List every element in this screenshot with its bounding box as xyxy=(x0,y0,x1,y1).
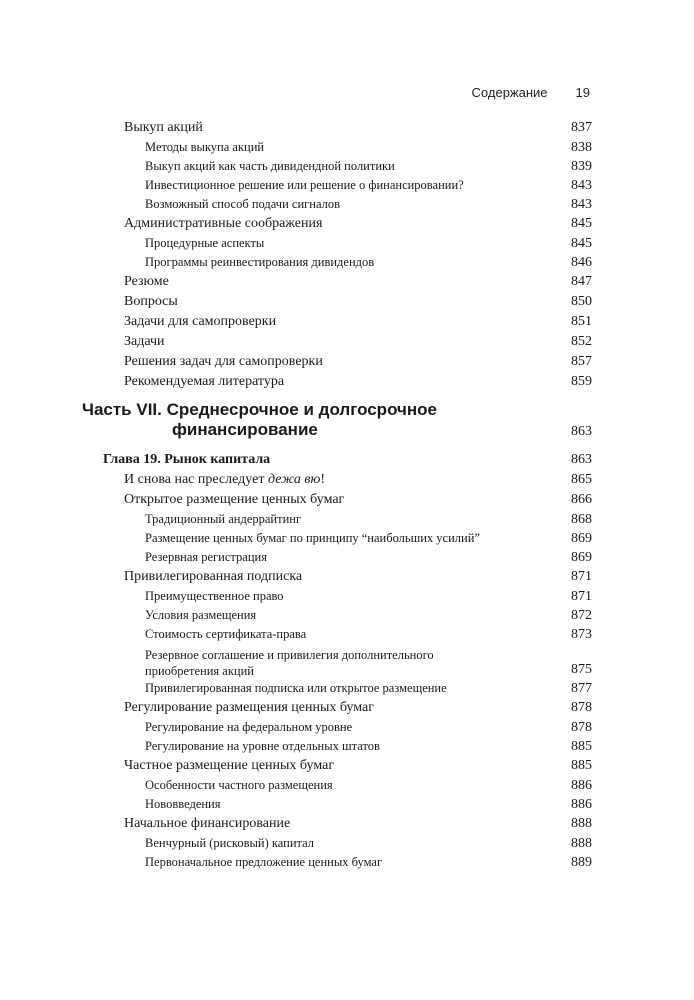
toc-entry-page: 869 xyxy=(571,550,592,565)
toc-entry-page: 839 xyxy=(571,159,592,174)
toc-entry[interactable] xyxy=(0,681,694,701)
toc-entry-title xyxy=(124,472,325,488)
toc-entry-page: 851 xyxy=(571,314,592,329)
toc-entry[interactable] xyxy=(0,627,694,647)
toc-entry[interactable] xyxy=(0,294,694,314)
toc-entry-page: 886 xyxy=(571,778,592,793)
toc-entry-title: Выкуп акций как часть дивидендной политики xyxy=(145,159,395,173)
part-heading-line1: Часть VII. Среднесрочное и долгосрочное xyxy=(82,400,438,419)
toc-entry-page: 845 xyxy=(571,216,592,231)
toc-entry-title: Традиционный андеррайтинг xyxy=(145,512,302,526)
toc-entry-page: 837 xyxy=(571,120,592,135)
toc-entry-title: Инвестиционное решение или решение о финансировании? xyxy=(145,178,464,192)
toc-entry[interactable] xyxy=(0,816,694,836)
toc-entry-title: Регулирование на федеральном уровне xyxy=(145,720,353,734)
toc-entry-title: Начальное финансирование xyxy=(124,816,291,831)
toc-entry[interactable] xyxy=(0,512,694,532)
toc-entry-title: Административные соображения xyxy=(124,216,323,231)
toc-entry[interactable] xyxy=(0,216,694,236)
toc-entry[interactable] xyxy=(0,531,694,551)
part-heading-line2: финансирование xyxy=(172,420,318,439)
toc-entry-title: Выкуп акций xyxy=(124,120,203,135)
toc-entry-title: Регулирование на уровне отдельных штатов xyxy=(145,739,380,753)
toc-entry-title: Размещение ценных бумаг по принципу “наибольших усилий” xyxy=(145,531,480,545)
toc-entry-page: 871 xyxy=(571,589,592,604)
toc-entry-title: Решения задач для самопроверки xyxy=(124,354,323,369)
toc-entry-title: Резервная регистрация xyxy=(145,550,267,564)
toc-entry-title: Нововведения xyxy=(145,797,221,811)
toc-entry[interactable] xyxy=(0,334,694,354)
toc-entry-page: 871 xyxy=(571,569,592,584)
toc-entry-title: Задачи для самопроверки xyxy=(124,314,277,329)
toc-entry-page: 869 xyxy=(571,531,592,546)
toc-entry-page: 857 xyxy=(571,354,592,369)
toc-entry[interactable] xyxy=(0,274,694,294)
toc-entry-page: 888 xyxy=(571,836,592,851)
toc-entry-title-text: И снова нас преследует xyxy=(124,472,268,487)
toc-entry[interactable] xyxy=(0,236,694,256)
toc-entry-page: 838 xyxy=(571,140,592,155)
toc-entry[interactable] xyxy=(0,120,694,140)
running-head-section: Содержание xyxy=(471,85,548,100)
toc-entry-page: 868 xyxy=(571,512,592,527)
toc-entry-title: Возможный способ подачи сигналов xyxy=(145,197,341,211)
toc-entry-title: Рекомендуемая литература xyxy=(124,374,285,389)
toc-entry-title: Резюме xyxy=(124,274,169,289)
toc-entry-title: Резервное соглашение и привилегия дополнительного xyxy=(145,648,434,662)
toc-entry[interactable] xyxy=(0,159,694,179)
toc-entry-page: 846 xyxy=(571,255,592,270)
toc-entry[interactable] xyxy=(0,836,694,856)
toc-entry-page: 866 xyxy=(571,492,592,507)
toc-entry[interactable] xyxy=(0,778,694,798)
toc-entry-title: Условия размещения xyxy=(145,608,257,622)
toc-entry[interactable] xyxy=(0,197,694,217)
toc-entry[interactable] xyxy=(0,569,694,589)
toc-entry-title: Регулирование размещения ценных бумаг xyxy=(124,700,375,715)
toc-entry-page: 878 xyxy=(571,720,592,735)
toc-entry-page: 852 xyxy=(571,334,592,349)
toc-entry-title: Особенности частного размещения xyxy=(145,778,333,792)
toc-entry-page: 889 xyxy=(571,855,592,870)
toc-entry[interactable] xyxy=(0,855,694,875)
part-heading-page: 863 xyxy=(571,424,592,439)
toc-entry-title: Задачи xyxy=(124,334,165,349)
chapter-entry[interactable] xyxy=(0,452,694,472)
toc-entry-title: Процедурные аспекты xyxy=(145,236,265,250)
toc-entry[interactable] xyxy=(0,178,694,198)
toc-entry-page: 859 xyxy=(571,374,592,389)
part-heading[interactable] xyxy=(82,400,437,440)
toc-entry[interactable] xyxy=(0,758,694,778)
toc-entry-title: Методы выкупа акций xyxy=(145,140,265,154)
toc-entry-title: Частное размещение ценных бумаг xyxy=(124,758,335,773)
toc-entry[interactable] xyxy=(0,797,694,817)
running-head-page-number: 19 xyxy=(575,85,590,100)
toc-entry-page: 877 xyxy=(571,681,592,696)
toc-entry[interactable] xyxy=(0,472,694,492)
toc-entry-title: Привилегированная подписка xyxy=(124,569,303,584)
toc-entry-page: 875 xyxy=(571,662,592,677)
toc-entry-title: Стоимость сертификата-права xyxy=(145,627,307,641)
chapter-title: Глава 19. Рынок капитала xyxy=(103,452,271,467)
toc-entry-page: 872 xyxy=(571,608,592,623)
toc-entry[interactable] xyxy=(0,140,694,160)
toc-entry-title: Преимущественное право xyxy=(145,589,284,603)
toc-entry-page: 865 xyxy=(571,472,592,487)
toc-entry[interactable] xyxy=(0,492,694,512)
toc-entry[interactable] xyxy=(0,314,694,334)
toc-entry-title: Открытое размещение ценных бумаг xyxy=(124,492,345,507)
toc-entry-page: 843 xyxy=(571,178,592,193)
running-head xyxy=(472,85,590,100)
toc-entry-page: 878 xyxy=(571,700,592,715)
toc-entry[interactable] xyxy=(0,720,694,740)
toc-entry-title-continued: приобретения акций xyxy=(145,664,254,678)
chapter-page: 863 xyxy=(571,452,592,467)
toc-entry-title-italic: дежа вю xyxy=(267,472,321,487)
toc-entry[interactable] xyxy=(0,589,694,609)
toc-entry-page: 845 xyxy=(571,236,592,251)
toc-entry-page: 888 xyxy=(571,816,592,831)
toc-entry[interactable] xyxy=(0,647,694,683)
toc-entry[interactable] xyxy=(0,255,694,275)
toc-entry[interactable] xyxy=(0,700,694,720)
toc-entry-title: Привилегированная подписка или открытое размещение xyxy=(145,681,447,695)
toc-entry-page: 886 xyxy=(571,797,592,812)
toc-entry-page: 885 xyxy=(571,739,592,754)
toc-entry-title: Программы реинвестирования дивидендов xyxy=(145,255,375,269)
toc-entry[interactable] xyxy=(0,354,694,374)
toc-entry-page: 847 xyxy=(571,274,592,289)
toc-entry[interactable] xyxy=(0,739,694,759)
toc-entry[interactable] xyxy=(0,550,694,570)
toc-entry-title: Венчурный (рисковый) капитал xyxy=(145,836,315,850)
toc-entry-page: 873 xyxy=(571,627,592,642)
toc-entry-title-punct: ! xyxy=(320,472,326,487)
toc-entry[interactable] xyxy=(0,374,694,394)
toc-entry[interactable] xyxy=(0,608,694,628)
toc-entry-title: Первоначальное предложение ценных бумаг xyxy=(145,855,383,869)
toc-entry-title: Вопросы xyxy=(124,294,178,309)
toc-entry-page: 843 xyxy=(571,197,592,212)
toc-entry-page: 850 xyxy=(571,294,592,309)
toc-entry-page: 885 xyxy=(571,758,592,773)
